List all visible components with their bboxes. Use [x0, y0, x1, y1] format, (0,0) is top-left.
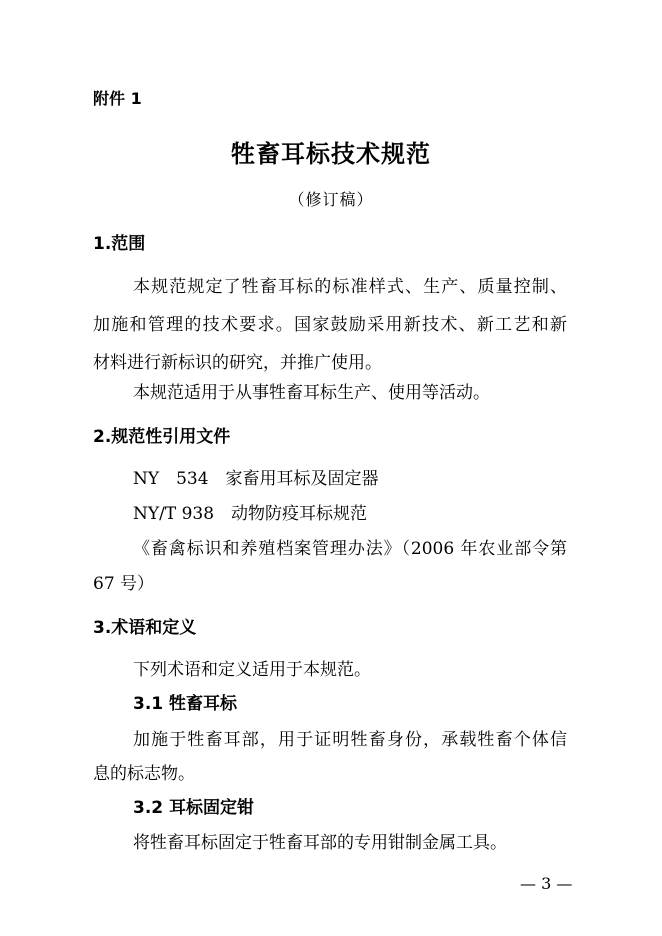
section-heading-references: 2.规范性引用文件 [93, 427, 231, 447]
paragraph-line: 息的标志物。 [93, 764, 195, 784]
reference-item: NY/T 938 动物防疫耳标规范 [133, 504, 368, 524]
reference-item: NY 534 家畜用耳标及固定器 [133, 469, 379, 489]
paragraph-line: 将牲畜耳标固定于牲畜耳部的专用钳制金属工具。 [133, 833, 507, 853]
paragraph-line: 加施和管理的技术要求。国家鼓励采用新技术、新工艺和新 [93, 315, 567, 335]
paragraph-line: 本规范规定了牲畜耳标的标准样式、生产、质量控制、 [133, 277, 567, 297]
section-heading-terms: 3.术语和定义 [93, 618, 197, 638]
document-title: 牲畜耳标技术规范 [231, 140, 431, 168]
section-heading-scope: 1.范围 [93, 234, 146, 254]
page-number: — 3 — [520, 874, 573, 893]
paragraph-line: 本规范适用于从事牲畜耳标生产、使用等活动。 [133, 383, 490, 403]
term-heading: 3.1 牲畜耳标 [133, 694, 238, 714]
document-subtitle: （修订稿） [288, 190, 374, 209]
paragraph-line: 下列术语和定义适用于本规范。 [133, 660, 371, 680]
paragraph-line: 材料进行新标识的研究，并推广使用。 [93, 353, 382, 373]
reference-item: 67 号） [93, 574, 155, 594]
attachment-label: 附件 1 [93, 89, 142, 108]
paragraph-line: 加施于牲畜耳部，用于证明牲畜身份，承载牲畜个体信 [133, 730, 567, 750]
reference-item: 《畜禽标识和养殖档案管理办法》（2006 年农业部令第 [133, 539, 567, 559]
term-heading: 3.2 耳标固定钳 [133, 798, 255, 818]
